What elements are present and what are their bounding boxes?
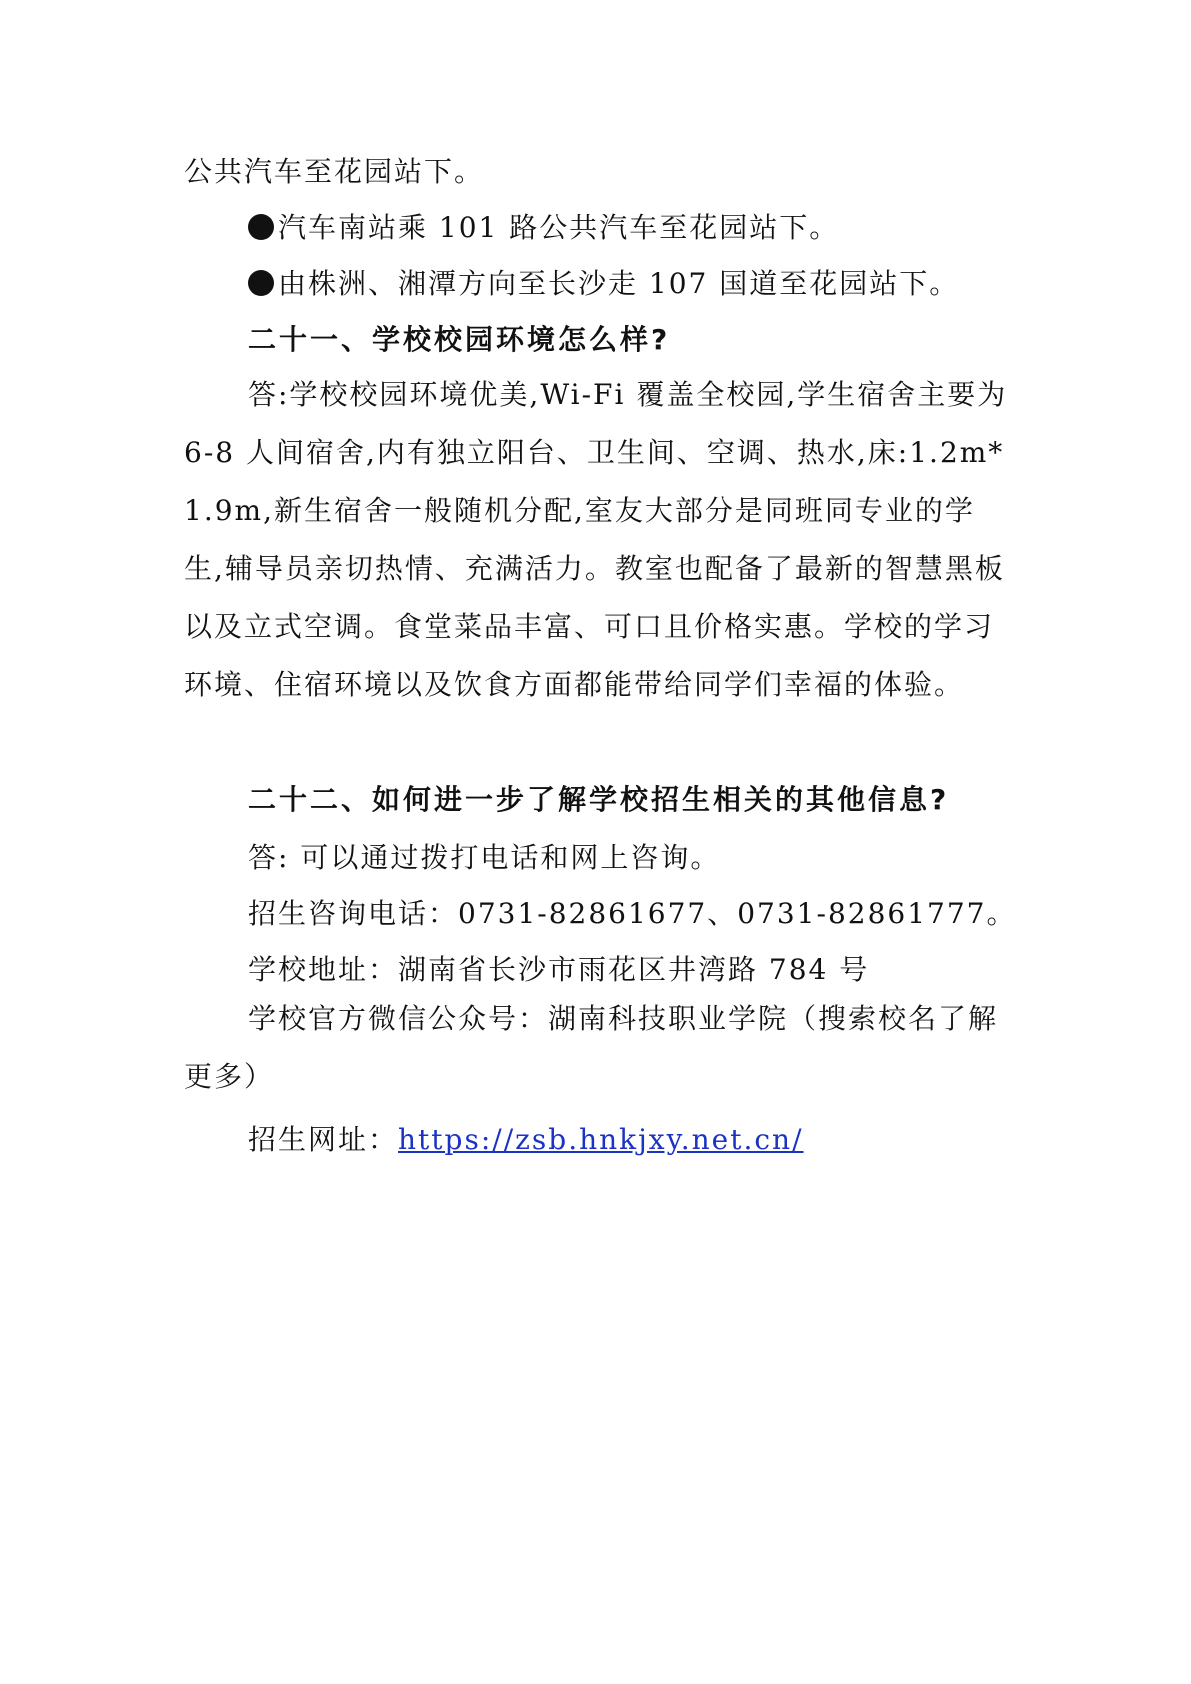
transport-bullet-2 [248, 262, 959, 302]
admissions-phone: 招生咨询电话：0731-82861677、0731-82861777。 [248, 897, 1017, 930]
section-21-heading: 二十一、学校校园环境怎么样? [248, 323, 671, 356]
website-label: 招生网址： [248, 1123, 399, 1156]
admissions-website [248, 1118, 804, 1158]
bullet-icon [248, 214, 274, 240]
transport-bullet-2-text: 由株洲、湘潭方向至长沙走 107 国道至花园站下。 [278, 267, 960, 300]
section-22-answer: 答: 可以通过拨打电话和网上咨询。 [248, 841, 721, 874]
website-link[interactable]: https://zsb.hnkjxy.net.cn/ [398, 1123, 804, 1156]
bullet-icon [248, 270, 274, 296]
section-22-heading: 二十二、如何进一步了解学校招生相关的其他信息? [248, 783, 950, 816]
transport-line-continuation: 公共汽车至花园站下。 [184, 155, 485, 188]
transport-bullet-1 [248, 206, 839, 246]
school-address: 学校地址：湖南省长沙市雨花区井湾路 784 号 [248, 953, 870, 986]
section-21-answer: 答:学校校园环境优美,Wi-Fi 覆盖全校园,学生宿舍主要为 6-8 人间宿舍,内有独立阳台、卫生间、空调、热水,床:1.2m*1.9m,新生宿舍一般随机分配,室友大部分是同班同专业的学生,辅导员亲切热情、充满活力。教室也配备了最新的智慧黑板以及立式空调。食堂菜品丰富、可口且价格实惠。学校的学习环境、住宿环境以及饮食方面都能带给同学们幸福的体验。 [184, 378, 1008, 701]
transport-bullet-1-text: 汽车南站乘 101 路公共汽车至花园站下。 [278, 211, 840, 244]
wechat-account: 学校官方微信公众号：湖南科技职业学院（搜索校名了解更多） [184, 1002, 999, 1093]
